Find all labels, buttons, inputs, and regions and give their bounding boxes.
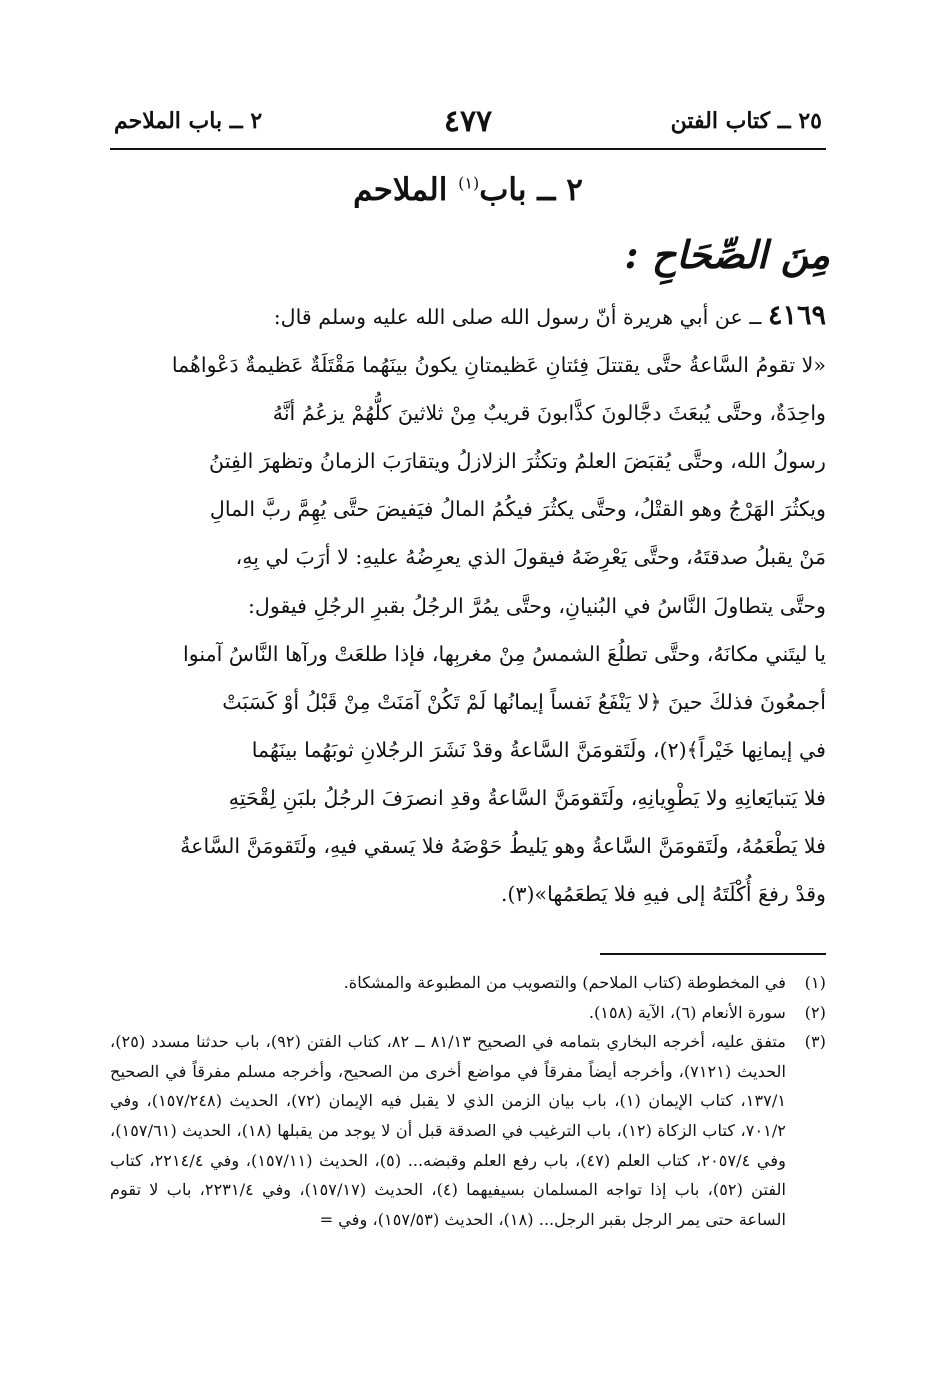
section-heading: مِنَ الصِّحَاحِ : <box>624 232 830 277</box>
footnote <box>110 1027 826 1234</box>
hadith-line: في إيمانِها خَيْراً﴾(٢)، ولَتَقومَنَّ السَّاعةُ وقدْ نَشَرَ الرجُلانِ ثوبَهُما بينَهُما <box>251 737 826 762</box>
footnote-text: متفق عليه، أخرجه البخاري بتمامه في الصحيح ٨١/١٣ ــ ٨٢، كتاب الفتن (٩٢)، باب حدثنا مسدد (٢٥)، الحديث (٧١٢١)، وأخرجه أيضاً مفرقاً في مواضع أخرى من الصحيح، وأخرجه مسلم مفرقاً في الصحيح ١٣٧/١، كتاب الإيمان (١)، باب بيان الزمن الذي لا يقبل فيه الإيمان (٧٢)، الحديث (١٥٧/٢٤٨)، وفي ٧٠١/٢، كتاب الزكاة (١٢)، باب الترغيب في الصدقة قبل أن لا يوجد من يقبلها (١٨)، الحديث (١٥٧/٦١)، وفي ٢٠٥٧/٤، كتاب العلم (٤٧)، باب رفع العلم وقبضه... (٥)، الحديث (١٥٧/١١)، وفي ٢٢١٤/٤، كتاب الفتن (٥٢)، باب إذا تواجه المسلمان بسيفيهما (٤)، الحديث (١٥٧/١٧)، وفي ٢٢٣١/٤، باب لا تقوم الساعة حتى يمر الرجل بقبر الرجل... (١٨)، الحديث (١٥٧/٥٣)، وفي = <box>110 1032 787 1229</box>
footnote-number: (٢) <box>804 1002 826 1022</box>
footnote <box>110 968 826 998</box>
hadith-line: مَنْ يقبلُ صدقتَهُ، وحتَّى يَعْرِضَهُ فيقولَ الذي يعرِضُهُ عليهِ: لا أرَبَ لي بِهِ، <box>235 545 826 570</box>
footnote-number: (١) <box>804 973 826 992</box>
footnote-text: سورة الأنعام (٦)، الآية (١٥٨). <box>588 1002 786 1022</box>
hadith-line: واحِدَةٌ، وحتَّى يُبعَثَ دجَّالونَ كذَّابونَ قريبٌ مِنْ ثلاثينَ كلُّهُمْ يزعُمُ أنَّهُ <box>272 401 826 426</box>
footnote-separator <box>600 953 826 955</box>
hadith-line-1: ــ عن أبي هريرة أنّ رسول الله صلى الله عليه وسلم قال: <box>273 305 762 329</box>
running-header <box>110 104 826 150</box>
hadith-line: أجمعُونَ فذلكَ حينَ ﴿لا يَنْفَعُ نَفساً إيمانُها لَمْ تَكُنْ آمَنَتْ مِنْ قَبْلُ أوْ كَسَبَتْ <box>222 689 826 714</box>
hadith-line: رسولُ الله، وحتَّى يُقبَضَ العلمُ وتكثُرَ الزلازلُ ويتقارَبَ الزمانُ وتظهرَ الفِتنُ <box>209 449 826 474</box>
chapter-heading <box>110 172 826 208</box>
chapter-title-rest: الملاحم <box>353 172 459 208</box>
page-number: ٤٧٧ <box>443 104 493 139</box>
hadith-line <box>116 292 826 341</box>
chapter-footnote-ref: (١) <box>458 173 480 193</box>
footnotes <box>110 968 826 1234</box>
hadith-line: وقدْ رفعَ أُكْلَتَهُ إلى فيهِ فلا يَطعَمُها»(٣). <box>500 882 826 907</box>
footnote <box>110 998 826 1028</box>
hadith-text <box>116 292 826 918</box>
hadith-line: فلا يَتبايَعانِهِ ولا يَطْوِيانِهِ، ولَتَقومَنَّ السَّاعةُ وقدِ انصرَفَ الرجُلُ بلبَنِ لِقْحَتِهِ <box>228 785 826 810</box>
hadith-line: ويكثُرَ الهَرْجُ وهو القتْلُ، وحتَّى يكثُرَ فيكُمُ المالُ فيَفيضَ حتَّى يُهِمَّ ربَّ المالِ <box>209 497 826 522</box>
hadith-line: فلا يَطْعَمُهُ، ولَتَقومَنَّ السَّاعةُ وهو يَليطُ حَوْضَهُ فلا يَسقي فيهِ، ولَتَقومَنَّ السَّاعةُ <box>180 834 826 859</box>
hadith-line: يا ليتَني مكانَهُ، وحتَّى تطلُعَ الشمسُ مِنْ مغربِها، فإذا طلعَتْ ورآها النَّاسُ آمنوا <box>183 641 826 666</box>
header-chapter-title: ٢ ــ باب الملاحم <box>114 108 263 134</box>
hadith-line: وحتَّى يتطاولَ النَّاسُ في البُنيانِ، وحتَّى يمُرَّ الرجُلُ بقبرِ الرجُلِ فيقول: <box>247 593 826 618</box>
footnote-number: (٣) <box>804 1032 826 1052</box>
footnote-text: في المخطوطة (كتاب الملاحم) والتصويب من المطبوعة والمشكاة. <box>343 973 786 992</box>
hadith-line: «لا تقومُ السَّاعةُ حتَّى يقتتلَ فِئتانِ عَظيمتانِ يكونُ بينَهُما مَقْتَلَةٌ عَظيمةٌ دَعْواهُما <box>171 353 826 378</box>
header-book-title: ٢٥ ــ كتاب الفتن <box>670 108 822 134</box>
chapter-title: ٢ ــ باب <box>479 172 583 208</box>
hadith-number: ٤١٦٩ <box>767 300 826 331</box>
